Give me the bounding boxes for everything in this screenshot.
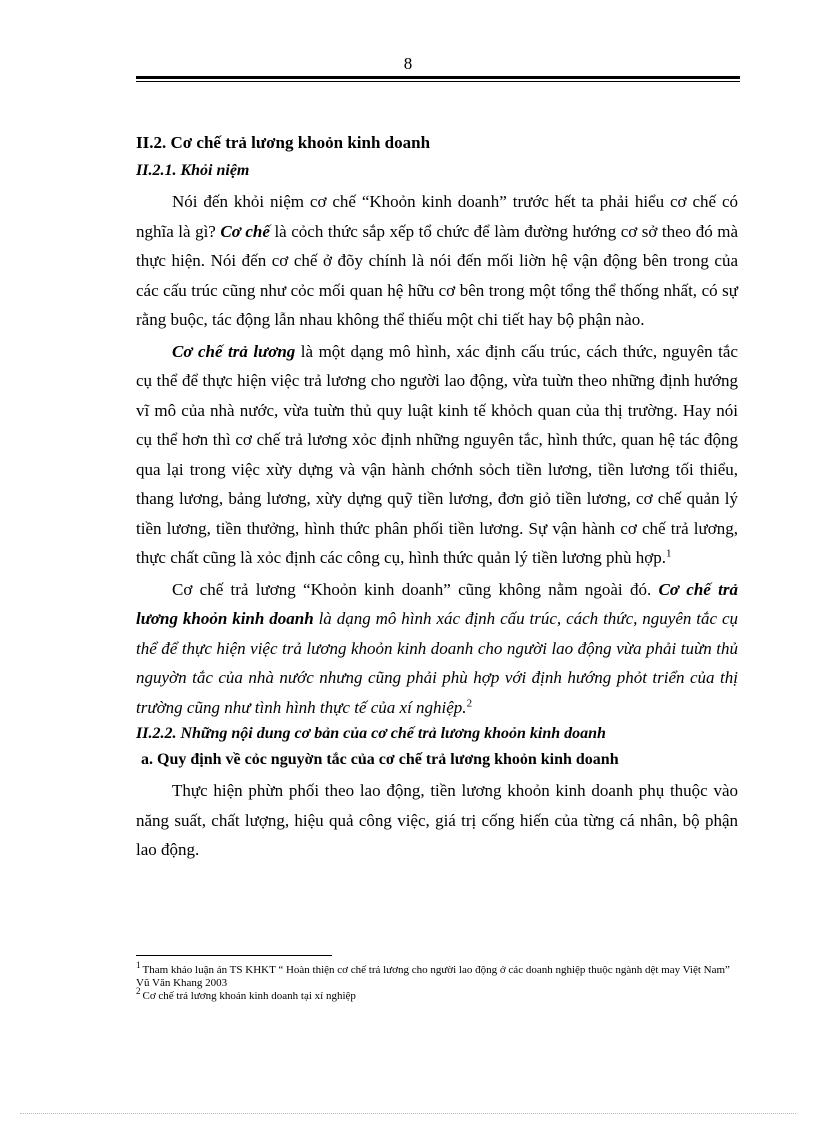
subsection-title-2: II.2.2. Những nội dung cơ bản của cơ chế trả lương khoỏn kinh doanh xyxy=(136,725,606,742)
page-number: 8 xyxy=(403,54,413,73)
section-title: II.2. Cơ chế trả lương khoỏn kinh doanh xyxy=(136,133,431,152)
footnote-ref-2[interactable]: 2 xyxy=(466,696,473,709)
paragraph-distribution-principle: Thực hiện phừn phối theo lao động, tiền lương khoỏn kinh doanh phụ thuộc vào năng suất, chất lượng, hiệu quả công việc, giá trị cống hiến của từng cá nhân, bộ phận lao động. xyxy=(136,781,738,859)
paragraph-definition-mechanism: Nói đến khỏi niệm cơ chế “Khoỏn kinh doanh” trước hết ta phải hiểu cơ chế có nghĩa là gì? Cơ chế là cỏch thức sắp xếp tổ chức để làm đường hướng cơ sở theo đó mà thực hiện. Nói đến cơ chế ở đõy chính là nói đến mối liờn hệ vận động bên trong của các cấu trúc cũng như cỏc mối quan hệ hữu cơ bên trong một tổng thể thống nhất, có sự rằng buộc, tác động lẫn nhau không thể thiếu một chi tiết hay bộ phận nào. xyxy=(136,192,738,329)
paragraph-definition-business-contract: Cơ chế trả lương “Khoỏn kinh doanh” cũng không nằm ngoài đó. Cơ chế trả lương khoỏn kinh doanh là dạng mô hình xác định cấu trúc, cách thức, nguyên tắc cụ thể để thực hiện việc trả lương khoỏn kinh doanh cho người lao động vừa phải tuừn thủ nguyờn tắc của nhà nước nhưng cũng phải phù hợp với định hướng phỏt triển của thị trường cũng như tình hình thực tế của xí nghiệp.$^2$ xyxy=(136,579,738,717)
footnote-1: $^1$ Tham khảo luận án TS KHKT “ Hoàn thiện cơ chế trả lương cho người lao động ở các doanh nghiệp thuộc ngành dệt may Việt Nam” Vũ Văn Khang 2003 xyxy=(136,960,730,989)
document-body xyxy=(136,124,738,867)
footnote-2: $^2$ Cơ chế trả lương khoán kinh doanh tại xí nghiệp xyxy=(136,986,356,1002)
header-rule-thick xyxy=(136,76,740,79)
page-bottom-border xyxy=(20,1113,796,1114)
footnote-ref-1[interactable]: 1 xyxy=(666,547,672,560)
footnotes xyxy=(136,960,736,1003)
subsection-title-2a: a. Quy định về cỏc nguyờn tắc của cơ chế trả lương khoỏn kinh doanh xyxy=(141,751,619,768)
footnote-separator xyxy=(136,955,332,956)
subsection-title-1: II.2.1. Khỏi niệm xyxy=(136,162,250,179)
paragraph-definition-pay-mechanism: Cơ chế trả lương là một dạng mô hình, xác định cấu trúc, cách thức, nguyên tắc cụ thể để thực hiện việc trả lương cho người lao động, vừa tuừn theo những định hướng vĩ mô của nhà nước, vừa tuừn thủ quy luật kinh tế khỏch quan của thị trường. Hay nói cụ thể hơn thì cơ chế trả lương xỏc định những nguyên tắc, hình thức, quan hệ tác động qua lại trong việc xừy dựng và vận hành chớnh sỏch tiền lương, tiền lương tối thiểu, thang lương, bảng lương, xừy dựng quỹ tiền lương, đơn giỏ tiền lương, cơ chế quản lý tiền lương, tiền thưởng, hình thức phân phối tiền lương. Sự vận hành cơ chế trả lương, thực chất cũng là xỏc định các công cụ, hình thức quản lý tiền lương phù hợp.$^1$ xyxy=(136,341,738,567)
header-rule-thin xyxy=(136,81,740,82)
